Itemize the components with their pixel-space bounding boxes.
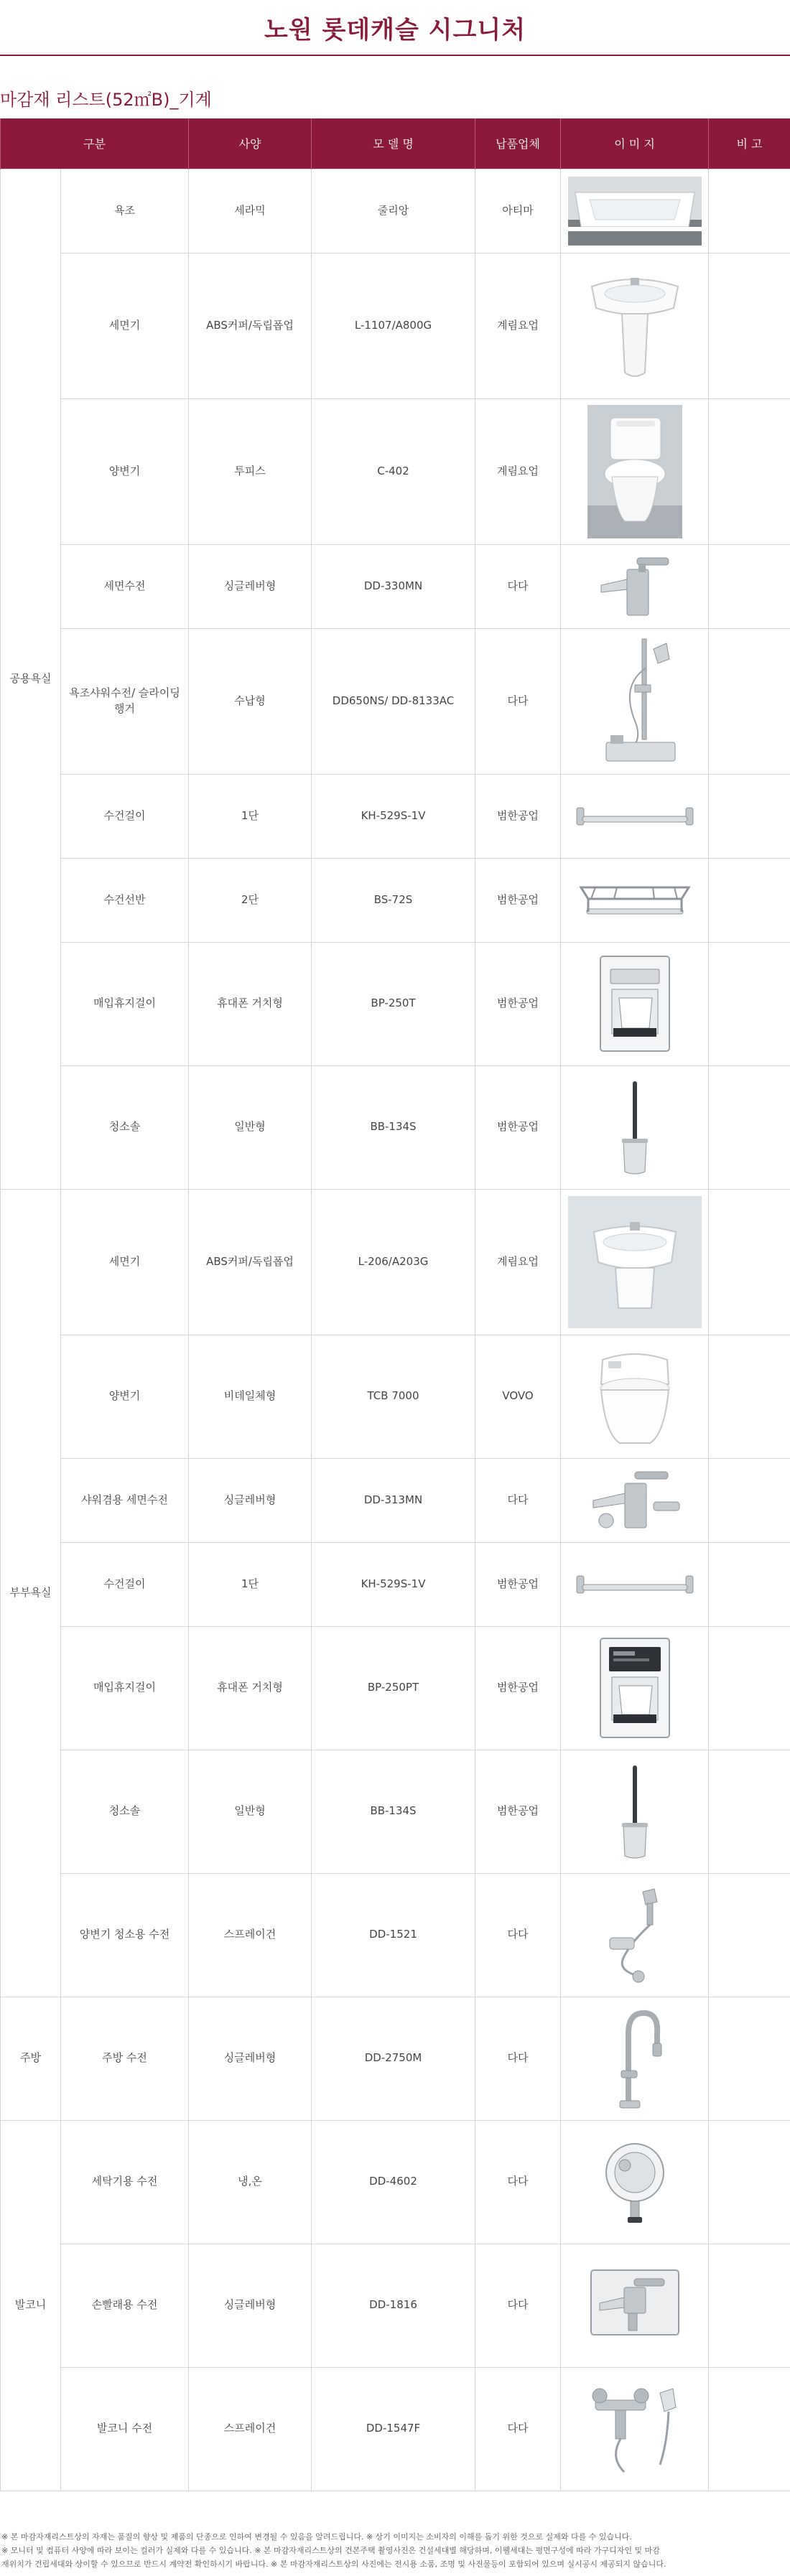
remark-cell [709, 774, 790, 858]
model-cell: DD-1521 [312, 1873, 475, 1997]
model-cell: DD-4602 [312, 2120, 475, 2244]
model-cell: BB-134S [312, 1065, 475, 1189]
spec-cell: 일반형 [189, 1750, 312, 1873]
handwash-faucet-image [588, 2266, 682, 2345]
model-cell: DD-2750M [312, 1997, 475, 2120]
vendor-cell: 범한공업 [475, 1542, 561, 1626]
washbasin-pedestal-image [585, 265, 685, 387]
vendor-cell: 다다 [475, 2120, 561, 2244]
table-row [1, 1997, 790, 2120]
group-cell-balcony: 발코니 [1, 2120, 61, 2491]
spec-cell: 휴대폰 거치형 [189, 942, 312, 1065]
table-row [1, 544, 790, 628]
item-cell: 발코니 수전 [61, 2367, 189, 2491]
image-cell [561, 1997, 709, 2120]
vendor-cell: 범한공업 [475, 942, 561, 1065]
image-cell [561, 1626, 709, 1750]
item-cell: 욕조샤워수전/ 슬라이딩행거 [61, 628, 189, 774]
model-cell: BB-134S [312, 1750, 475, 1873]
table-row [1, 2244, 790, 2367]
table-row [1, 1750, 790, 1873]
vendor-cell: 범한공업 [475, 1065, 561, 1189]
towel-bar-image [574, 1569, 696, 1600]
remark-cell [709, 1542, 790, 1626]
item-cell: 수건걸이 [61, 1542, 189, 1626]
model-cell: L-206/A203G [312, 1189, 475, 1335]
vendor-cell: 다다 [475, 2244, 561, 2367]
spec-cell: ABS커퍼/독립폽업 [189, 1189, 312, 1335]
model-cell: TCB 7000 [312, 1335, 475, 1458]
page-title: 노원 롯데캐슬 시그니처 [264, 15, 526, 45]
table-row [1, 858, 790, 942]
header-image: 이 미 지 [561, 118, 709, 169]
spec-cell: ABS커퍼/독립폽업 [189, 253, 312, 398]
spec-cell: 싱글레버형 [189, 544, 312, 628]
title-divider [0, 55, 790, 56]
vendor-cell: 범한공업 [475, 1626, 561, 1750]
table-row [1, 1065, 790, 1189]
item-cell: 손빨래용 수전 [61, 2244, 189, 2367]
remark-cell [709, 1626, 790, 1750]
item-cell: 양변기 [61, 1335, 189, 1458]
item-cell: 청소솔 [61, 1750, 189, 1873]
table-row [1, 1542, 790, 1626]
kitchen-faucet-image [603, 2005, 667, 2112]
shower-basin-faucet-image [585, 1466, 685, 1535]
vendor-cell: 범한공업 [475, 1750, 561, 1873]
disclaimer-line: ※ 모니터 및 컴퓨터 사양에 따라 보이는 컬러가 실제와 다를 수 있습니다. ※ 본 마감자재리스트상의 건본주택 촬영사진은 건설세대별 해당하며, 이웰세대는 평면구성에 따라 가구디자인 및 마감 [1, 2546, 660, 2555]
image-cell [561, 544, 709, 628]
table-row [1, 1335, 790, 1458]
spray-gun-faucet-image [595, 1885, 674, 1985]
header-vendor: 납품업체 [475, 118, 561, 169]
remark-cell [709, 1750, 790, 1873]
remark-cell [709, 1065, 790, 1189]
spec-cell: 싱글레버형 [189, 1997, 312, 2120]
recessed-paper-holder-image [598, 953, 672, 1054]
vendor-cell: 계림요업 [475, 398, 561, 544]
vendor-cell: 아티마 [475, 169, 561, 253]
recessed-paper-holder-phone-image [598, 1635, 672, 1740]
remark-cell [709, 858, 790, 942]
toilet-brush-image [613, 1077, 656, 1177]
image-cell [561, 2120, 709, 2244]
item-cell: 양변기 청소용 수전 [61, 1873, 189, 1997]
image-cell [561, 1873, 709, 1997]
towel-shelf-image [574, 877, 696, 923]
remark-cell [709, 253, 790, 398]
image-cell [561, 169, 709, 253]
remark-cell [709, 1873, 790, 1997]
image-cell [561, 1335, 709, 1458]
balcony-spray-faucet-image [581, 2379, 689, 2479]
spec-cell: 비데일체형 [189, 1335, 312, 1458]
model-cell: DD-1547F [312, 2367, 475, 2491]
remark-cell [709, 544, 790, 628]
remark-cell [709, 2367, 790, 2491]
table-row [1, 1873, 790, 1997]
image-cell [561, 1750, 709, 1873]
spec-cell: 1단 [189, 1542, 312, 1626]
item-cell: 매입휴지걸이 [61, 1626, 189, 1750]
image-cell [561, 942, 709, 1065]
image-cell [561, 774, 709, 858]
table-row [1, 774, 790, 858]
vendor-cell: 범한공업 [475, 774, 561, 858]
item-cell: 세면수전 [61, 544, 189, 628]
item-cell: 청소솔 [61, 1065, 189, 1189]
vendor-cell: 다다 [475, 544, 561, 628]
spec-cell: 투피스 [189, 398, 312, 544]
item-cell: 샤워겸용 세면수전 [61, 1458, 189, 1542]
item-cell: 세면기 [61, 253, 189, 398]
remark-cell [709, 1458, 790, 1542]
disclaimer-line: 재위치가 건립세대와 상이할 수 있으므로 반드시 계약전 확인하시기 바랍니다. ※ 본 마감자재리스트상의 사진에는 전시용 소품, 조명 및 사진물등이 포함되어 있으며 실시공시 제공되지 않습니다. [1, 2559, 666, 2569]
remark-cell [709, 628, 790, 774]
vendor-cell: VOVO [475, 1335, 561, 1458]
bathtub-image [568, 177, 702, 246]
spec-cell: 1단 [189, 774, 312, 858]
image-cell [561, 2244, 709, 2367]
remark-cell [709, 1997, 790, 2120]
table-row [1, 1458, 790, 1542]
image-cell [561, 398, 709, 544]
header-model: 모 델 명 [312, 118, 475, 169]
table-row [1, 398, 790, 544]
model-cell: DD650NS/ DD-8133AC [312, 628, 475, 774]
basin-faucet-image [595, 554, 674, 620]
remark-cell [709, 2244, 790, 2367]
vendor-cell: 다다 [475, 2367, 561, 2491]
vendor-cell: 계림요업 [475, 253, 561, 398]
image-cell [561, 858, 709, 942]
remark-cell [709, 1335, 790, 1458]
group-cell-common-bath: 공용욕실 [1, 169, 61, 1189]
image-cell [561, 628, 709, 774]
table-row [1, 253, 790, 398]
image-cell [561, 1458, 709, 1542]
table-row [1, 1189, 790, 1335]
toilet-brush-image [613, 1761, 656, 1862]
table-header-row [1, 118, 790, 169]
spec-cell: 2단 [189, 858, 312, 942]
vendor-cell: 다다 [475, 1458, 561, 1542]
header-remark: 비 고 [709, 118, 790, 169]
item-cell: 양변기 [61, 398, 189, 544]
washer-faucet-image [599, 2135, 671, 2229]
spec-cell: 일반형 [189, 1065, 312, 1189]
spec-cell: 싱글레버형 [189, 1458, 312, 1542]
vendor-cell: 다다 [475, 1997, 561, 2120]
table-row [1, 628, 790, 774]
item-cell: 수건걸이 [61, 774, 189, 858]
toilet-image [587, 405, 682, 538]
model-cell: BS-72S [312, 858, 475, 942]
image-cell [561, 2367, 709, 2491]
group-cell-master-bath: 부부욕실 [1, 1189, 61, 1997]
item-cell: 세탁기용 수전 [61, 2120, 189, 2244]
model-cell: KH-529S-1V [312, 774, 475, 858]
item-cell: 세면기 [61, 1189, 189, 1335]
model-cell: DD-1816 [312, 2244, 475, 2367]
spec-cell: 냉,온 [189, 2120, 312, 2244]
vendor-cell: 다다 [475, 628, 561, 774]
image-cell [561, 253, 709, 398]
model-cell: L-1107/A800G [312, 253, 475, 398]
shower-slide-bar-image [592, 635, 678, 768]
remark-cell [709, 1189, 790, 1335]
spec-cell: 세라믹 [189, 169, 312, 253]
header-spec: 사양 [189, 118, 312, 169]
header-category: 구분 [1, 118, 189, 169]
spec-cell: 스프레이건 [189, 2367, 312, 2491]
item-cell: 매입휴지걸이 [61, 942, 189, 1065]
section-subtitle: 마감재 리스트(52㎡B)_기계 [0, 89, 212, 110]
item-cell: 수건선반 [61, 858, 189, 942]
table-row [1, 169, 790, 253]
image-cell [561, 1065, 709, 1189]
item-cell: 욕조 [61, 169, 189, 253]
spec-cell: 스프레이건 [189, 1873, 312, 1997]
table-row [1, 2367, 790, 2491]
model-cell: DD-330MN [312, 544, 475, 628]
spec-cell: 수납형 [189, 628, 312, 774]
vendor-cell: 다다 [475, 1873, 561, 1997]
table-row [1, 1626, 790, 1750]
table-row [1, 942, 790, 1065]
vendor-cell: 범한공업 [475, 858, 561, 942]
model-cell: 줄리앙 [312, 169, 475, 253]
washbasin-half-pedestal-image [568, 1196, 702, 1328]
image-cell [561, 1542, 709, 1626]
model-cell: BP-250PT [312, 1626, 475, 1750]
finish-material-table [0, 118, 790, 2491]
model-cell: KH-529S-1V [312, 1542, 475, 1626]
group-cell-kitchen: 주방 [1, 1997, 61, 2120]
vendor-cell: 계림요업 [475, 1189, 561, 1335]
spec-cell: 휴대폰 거치형 [189, 1626, 312, 1750]
remark-cell [709, 398, 790, 544]
remark-cell [709, 169, 790, 253]
towel-bar-image [574, 801, 696, 832]
model-cell: DD-313MN [312, 1458, 475, 1542]
disclaimer-line: ※ 본 마감자재리스트상의 자재는 품질의 향상 및 제품의 단종으로 인하여 변경될 수 있음을 알려드립니다. ※ 상기 이미지는 소비자의 이해를 돕기 위한 것으로 실제와 다를 수 있습니다. [1, 2532, 632, 2542]
disclaimer-notes [0, 2530, 790, 2571]
model-cell: BP-250T [312, 942, 475, 1065]
bidet-toilet-image [588, 1343, 682, 1450]
item-cell: 주방 수전 [61, 1997, 189, 2120]
remark-cell [709, 942, 790, 1065]
table-row [1, 2120, 790, 2244]
remark-cell [709, 2120, 790, 2244]
model-cell: C-402 [312, 398, 475, 544]
spec-cell: 싱글레버형 [189, 2244, 312, 2367]
image-cell [561, 1189, 709, 1335]
